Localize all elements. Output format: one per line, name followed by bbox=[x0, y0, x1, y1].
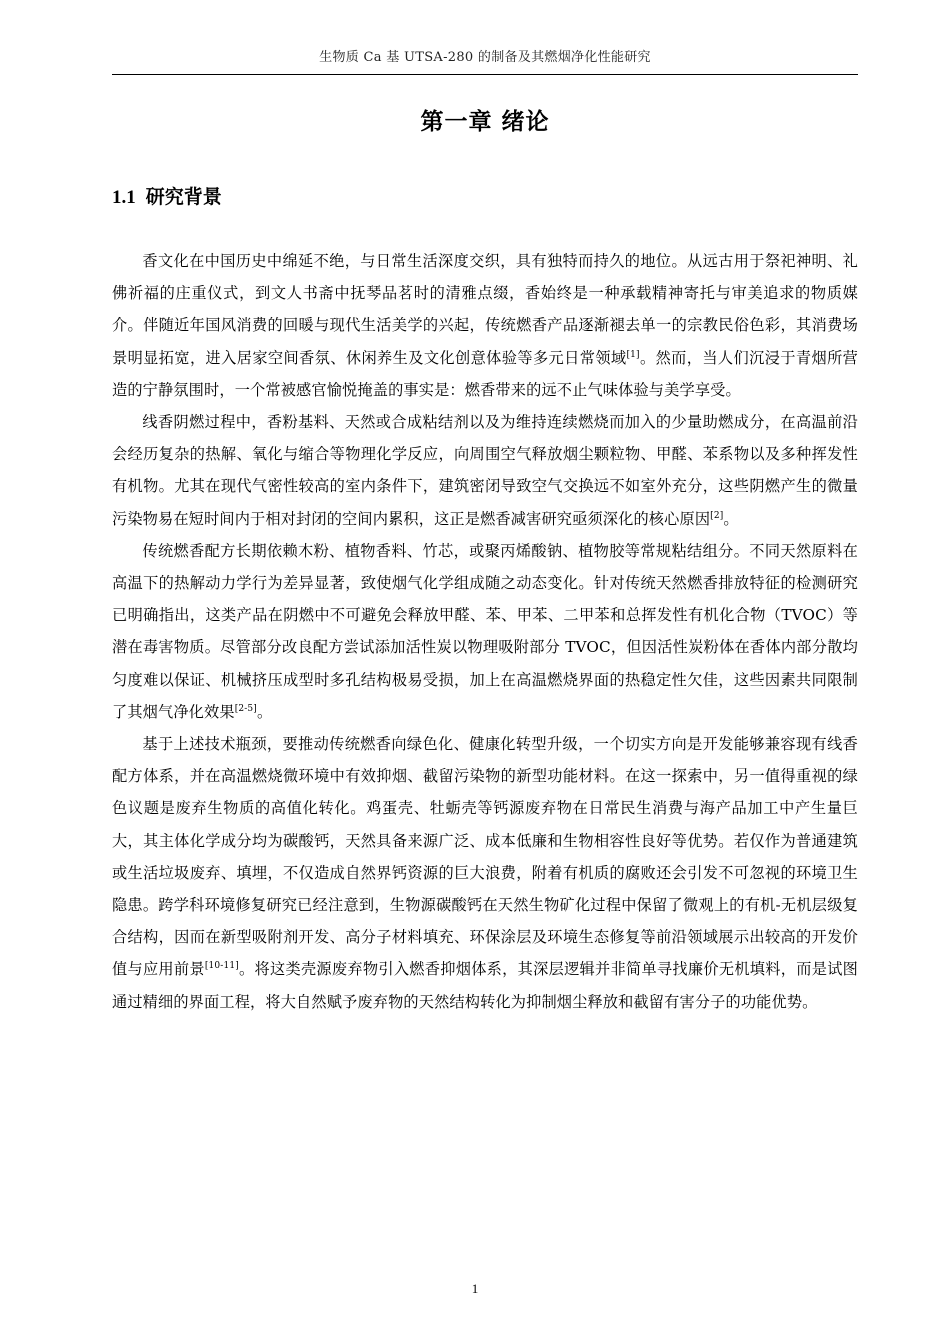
paragraph-4 bbox=[112, 728, 858, 1018]
citation: [2-5] bbox=[234, 703, 257, 714]
paragraph-3 bbox=[112, 535, 858, 728]
section-number: 1.1 bbox=[112, 187, 136, 208]
citation: [10-11] bbox=[204, 961, 239, 972]
running-header: 生物质 Ca 基 UTSA-280 的制备及其燃烟净化性能研究 bbox=[319, 50, 651, 65]
paragraph-text: 基于上述技术瓶颈，要推动传统燃香向绿色化、健康化转型升级，一个切实方向是开发能够兼容现有线香配方体系，并在高温燃烧微环境中有效抑烟、截留污染物的新型功能材料。在这一探索中，另一值得重视的绿色议题是废弃生物质的高值化转化。鸡蛋壳、牡蛎壳等钙源废弃物在日常民生消费与海产品加工中产生量巨大，其主体化学成分均为碳酸钙，天然具备来源广泛、成本低廉和生物相容性良好等优势。若仅作为普通建筑或生活垃圾废弃、填埋，不仅造成自然界钙资源的巨大浪费，附着有机质的腐败还会引发不可忽视的环境卫生隐患。跨学科环境修复研究已经注意到，生物源碳酸钙在天然生物矿化过程中保留了微观上的有机-无机层级复合结构，因而在新型吸附剂开发、高分子材料填充、环保涂层及环境生态修复等前沿领域展示出较高的开发价值与应用前景 bbox=[112, 735, 858, 979]
body-text bbox=[112, 245, 858, 1018]
citation: [2] bbox=[710, 510, 724, 521]
paragraph-tail: 。 bbox=[256, 702, 273, 721]
paragraph-text: 香文化在中国历史中绵延不绝，与日常生活深度交织，具有独特而持久的地位。从远古用于祭祀神明、礼佛祈福的庄重仪式，到文人书斋中抚琴品茗时的清雅点缀，香始终是一种承载精神寄托与审美追求的物质媒介。伴随近年国风消费的回暖与现代生活美学的兴起，传统燃香产品逐渐褪去单一的宗教民俗色彩，其消费场景明显拓宽，进入居家空间香氛、休闲养生及文化创意体验等多元日常领域 bbox=[112, 252, 858, 367]
paragraph-text: 传统燃香配方长期依赖木粉、植物香料、竹芯，或聚丙烯酸钠、植物胶等常规粘结组分。不同天然原料在高温下的热解动力学行为差异显著，致使烟气化学组成随之动态变化。针对传统天然燃香排放特征的检测研究已明确指出，这类产品在阴燃中不可避免会释放甲醛、苯、甲苯、二甲苯和总挥发性有机化合物（TVOC）等潜在毒害物质。尽管部分改良配方尝试添加活性炭以物理吸附部分 TVOC，但因活性炭粉体在香体内部分散均匀度难以保证、机械挤压成型时多孔结构极易受损，加上在高温燃烧界面的热稳定性欠佳，这些因素共同限制了其烟气净化效果 bbox=[112, 541, 858, 721]
header-rule bbox=[112, 74, 858, 75]
section-heading bbox=[112, 182, 222, 209]
paragraph-2 bbox=[112, 406, 858, 535]
paragraph-tail: 。将这类壳源废弃物引入燃香抑烟体系，其深层逻辑并非简单寻找廉价无机填料，而是试图通过精细的界面工程，将大自然赋予废弃物的天然结构转化为抑制烟尘释放和截留有害分子的功能优势。 bbox=[112, 960, 859, 1011]
chapter-title: 第一章 绪论 bbox=[420, 108, 550, 135]
paragraph-tail: 。然而，当人们沉浸于青烟所营造的宁静氛围时，一个常被感官愉悦掩盖的事实是：燃香带来的远不止气味体验与美学享受。 bbox=[112, 348, 858, 399]
citation: [1] bbox=[626, 349, 640, 360]
page-number: 1 bbox=[471, 1281, 479, 1296]
paragraph-tail: 。 bbox=[723, 509, 739, 528]
paragraph-1 bbox=[112, 245, 858, 406]
section-title: 研究背景 bbox=[145, 186, 222, 208]
paragraph-text: 线香阴燃过程中，香粉基料、天然或合成粘结剂以及为维持连续燃烧而加入的少量助燃成分，在高温前沿会经历复杂的热解、氧化与缩合等物理化学反应，向周围空气释放烟尘颗粒物、甲醛、苯系物以及多种挥发性有机物。尤其在现代气密性较高的室内条件下，建筑密闭导致空气交换远不如室外充分，这些阴燃产生的微量污染物易在短时间内于相对封闭的空间内累积，这正是燃香减害研究亟须深化的核心原因 bbox=[112, 413, 858, 528]
